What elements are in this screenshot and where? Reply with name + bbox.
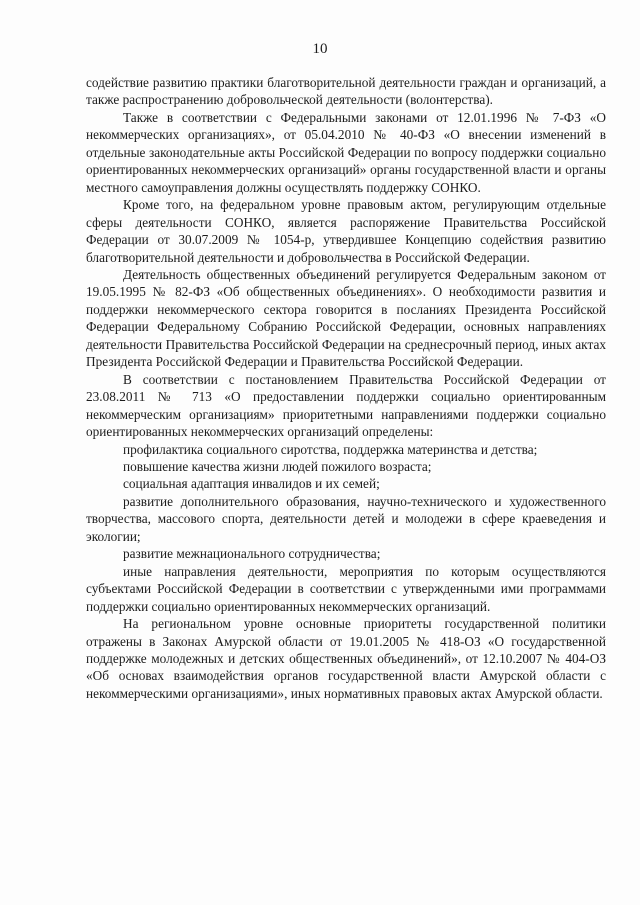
list-item: развитие дополнительного образования, научно-технического и художественного творчества, массового спорта, деятельности детей и молодежи в сфере краеведения и экологии; [86,493,606,544]
list-item: иные направления деятельности, мероприятия по которым осуществляются субъектами Российской Федерации в соответствии с утвержденными ими программами поддержки социально ориентированных некоммерческих организаций. [86,563,606,614]
paragraph-regional-level: На региональном уровне основные приоритеты государственной политики отражены в Законах Амурской области от 19.01.2005 № 418-ОЗ «О государственной поддержке молодежных и детских общественных объединений», от 12.10.2007 № 404-ОЗ «Об основах взаимодействия органов государственной власти Амурской области с некоммерческими организациями», иных нормативных правовых актах Амурской области. [86,616,606,701]
paragraph-public-associations: Деятельность общественных объединений регулируется Федеральным законом от 19.05.1995 № 82-ФЗ «Об общественных объединениях». О необходимости развития и поддержки некоммерческого сектора говорится в посланиях Президента Российской Федерации Федеральному Собранию Российской Федерации, основных направлениях деятельности Правительства Российской Федерации на среднесрочный период, иных актах Президента Российской Федерации и Правительства Российской Федерации. [86,266,606,370]
list-item: социальная адаптация инвалидов и их семей; [123,476,380,492]
list-item: развитие межнационального сотрудничества; [123,546,381,562]
paragraph-government-order: Кроме того, на федеральном уровне правовым актом, регулирующим отдельные сферы деятельности СОНКО, является распоряжение Правительства Российской Федерации от 30.07.2009 № 1054-р, утвердившее Концепцию содействия развитию благотворительной деятельности и добровольчества в Российской Федерации. [86,197,606,265]
page-number: 10 [312,41,328,57]
list-item: профилактика социального сиротства, поддержка материнства и детства; [123,441,538,457]
list-item: повышение качества жизни людей пожилого возраста; [123,458,432,474]
paragraph-federal-laws: Также в соответствии с Федеральными законами от 12.01.1996 № 7-ФЗ «О некоммерческих организациях», от 05.04.2010 № 40-ФЗ «О внесении изменений в отдельные законодательные акты Российской Федерации по вопросу поддержки социально ориентированных некоммерческих организаций» органы государственной власти и органы местного самоуправления должны осуществлять поддержку СОНКО. [86,109,606,195]
paragraph-continuation: содействие развитию практики благотворительной деятельности граждан и организаций, а также распространению добровольческой деятельности (волонтерства). [86,75,606,108]
document-body [86,74,606,702]
paragraph-government-resolution: В соответствии с постановлением Правительства Российской Федерации от 23.08.2011 № 713 «О предоставлении поддержки социально ориентированным некоммерческим организациям» приоритетными направлениями поддержки социально ориентированных некоммерческих организаций определены: [86,371,606,440]
